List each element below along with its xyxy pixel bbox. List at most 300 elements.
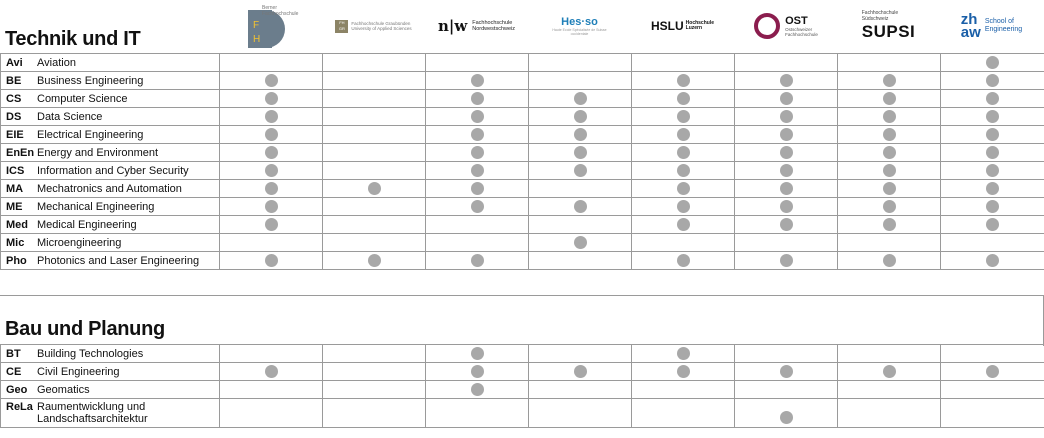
program-label-cell [1,381,220,399]
offer-cell-hslu [632,381,735,399]
offer-cell-hesso [529,381,632,399]
offer-cell-fhnw [426,198,529,216]
offer-cell-zhaw [941,252,1044,270]
offer-cell-ost [735,108,838,126]
ost-ring-icon [753,12,781,40]
table-row [1,345,1044,363]
program-code: Avi [6,56,23,69]
table-row [1,198,1044,216]
offer-cell-fhnw [426,252,529,270]
supsi-logo [837,0,940,52]
offer-cell-ost [735,198,838,216]
offer-cell-zhaw [941,198,1044,216]
fhgr-logo [322,0,425,52]
offer-cell-zhaw [941,54,1044,72]
offered-dot-icon [780,74,793,87]
offered-dot-icon [574,236,587,249]
ost-logo-line: Fachhochschule [785,32,818,37]
program-name: Data Science [37,110,103,123]
program-name: Information and Cyber Security [37,164,189,177]
offer-cell-fhgr [323,144,426,162]
offer-cell-hslu [632,363,735,381]
offer-cell-fhnw [426,162,529,180]
offered-dot-icon [574,110,587,123]
bfh-logo-line: Fachhochschule [262,11,299,17]
hesso-logo-line: Haute Ecole Spécialisée de Suisse occidentale [552,28,607,36]
offer-cell-fhgr [323,345,426,363]
offer-cell-hslu [632,108,735,126]
offer-cell-hesso [529,162,632,180]
program-label-cell [1,54,220,72]
offer-cell-bfh [220,345,323,363]
offer-cell-bfh [220,381,323,399]
offer-cell-ost [735,90,838,108]
offered-dot-icon [677,164,690,177]
offered-dot-icon [780,200,793,213]
offer-cell-hesso [529,126,632,144]
offer-cell-supsi [838,345,941,363]
offered-dot-icon [471,254,484,267]
offer-cell-bfh [220,180,323,198]
offer-cell-supsi [838,90,941,108]
offered-dot-icon [471,110,484,123]
offer-cell-fhgr [323,234,426,252]
offer-cell-fhgr [323,126,426,144]
offer-cell-hesso [529,216,632,234]
offer-cell-zhaw [941,162,1044,180]
program-label-cell [1,252,220,270]
offered-dot-icon [780,92,793,105]
offered-dot-icon [471,365,484,378]
program-code: ME [6,200,23,213]
hslu-logo-mark: HSLU [650,19,684,33]
table-row [1,399,1044,428]
offer-cell-supsi [838,216,941,234]
offered-dot-icon [574,164,587,177]
offered-dot-icon [883,146,896,159]
ost-logo-mark: OST [785,15,808,27]
offered-dot-icon [265,146,278,159]
program-name: Medical Engineering [37,218,137,231]
table-row [1,144,1044,162]
offer-cell-ost [735,252,838,270]
offer-cell-zhaw [941,363,1044,381]
table-row [1,54,1044,72]
offered-dot-icon [986,164,999,177]
offer-cell-bfh [220,399,323,428]
offered-dot-icon [265,365,278,378]
offer-cell-fhnw [426,126,529,144]
fhgr-logo-line: University of Applied Sciences [351,26,412,31]
program-name: Geomatics [37,383,90,396]
fhgr-logo-line: Fachhochschule Graubünden [351,21,411,26]
table-row [1,126,1044,144]
offer-cell-hslu [632,216,735,234]
offered-dot-icon [986,365,999,378]
program-code: Med [6,218,28,231]
offer-cell-hesso [529,363,632,381]
offered-dot-icon [677,92,690,105]
offered-dot-icon [471,200,484,213]
program-label-cell [1,198,220,216]
offer-cell-hesso [529,399,632,428]
offered-dot-icon [986,200,999,213]
offer-cell-supsi [838,399,941,428]
offered-dot-icon [677,182,690,195]
program-label-cell [1,216,220,234]
offer-cell-ost [735,234,838,252]
offered-dot-icon [471,74,484,87]
bfh-logo [219,0,322,52]
offer-cell-fhgr [323,399,426,428]
offered-dot-icon [265,182,278,195]
offer-cell-bfh [220,126,323,144]
program-code: EnEn [6,146,35,159]
offered-dot-icon [986,56,999,69]
offered-dot-icon [780,146,793,159]
offered-dot-icon [574,200,587,213]
offer-cell-fhnw [426,234,529,252]
offered-dot-icon [368,182,381,195]
offered-dot-icon [883,200,896,213]
offer-cell-hslu [632,345,735,363]
offer-cell-supsi [838,144,941,162]
offer-cell-ost [735,381,838,399]
offer-cell-zhaw [941,381,1044,399]
fhnw-logo-line: Nordwestschweiz [472,26,516,32]
offer-cell-hslu [632,144,735,162]
offered-dot-icon [883,365,896,378]
program-label-cell [1,234,220,252]
offered-dot-icon [265,254,278,267]
hesso-logo [528,0,631,52]
offered-dot-icon [780,110,793,123]
offered-dot-icon [471,347,484,360]
offered-dot-icon [986,182,999,195]
program-code: Pho [6,254,27,267]
program-label-cell [1,126,220,144]
hesso-logo-mark: Hes·so [561,16,598,28]
svg-text:H: H [252,34,260,45]
program-table-bau [0,344,1044,428]
program-label-cell [1,345,220,363]
offer-cell-supsi [838,198,941,216]
ost-logo-line: Ostschweizer [785,27,813,32]
offer-cell-hesso [529,54,632,72]
offered-dot-icon [574,92,587,105]
offer-cell-fhnw [426,216,529,234]
offer-cell-supsi [838,54,941,72]
program-name: Civil Engineering [37,365,120,378]
offer-cell-fhnw [426,72,529,90]
offer-cell-hslu [632,399,735,428]
offer-cell-fhgr [323,180,426,198]
program-code: EIE [6,128,24,141]
offered-dot-icon [986,110,999,123]
offered-dot-icon [883,92,896,105]
offer-cell-bfh [220,198,323,216]
offered-dot-icon [780,218,793,231]
offer-cell-fhnw [426,54,529,72]
offer-cell-fhgr [323,90,426,108]
program-code: BE [6,74,22,87]
zhaw-logo-mark: aw [960,24,981,41]
table-row [1,252,1044,270]
offer-cell-zhaw [941,399,1044,428]
fhnw-logo-mark: n|w [437,17,468,35]
offered-dot-icon [574,365,587,378]
table-row [1,72,1044,90]
program-label-cell [1,90,220,108]
table-row [1,90,1044,108]
offer-cell-fhgr [323,72,426,90]
offered-dot-icon [471,92,484,105]
offer-cell-supsi [838,252,941,270]
offer-cell-bfh [220,54,323,72]
offer-cell-fhnw [426,381,529,399]
offered-dot-icon [471,383,484,396]
offer-cell-ost [735,363,838,381]
offered-dot-icon [780,128,793,141]
offer-cell-bfh [220,252,323,270]
program-code: BT [6,347,21,360]
offered-dot-icon [471,164,484,177]
fhnw-logo [425,0,528,52]
program-label-cell [1,162,220,180]
offered-dot-icon [677,110,690,123]
offered-dot-icon [677,128,690,141]
offer-cell-hslu [632,126,735,144]
supsi-logo-line: Südschweiz [861,16,889,22]
offered-dot-icon [265,74,278,87]
offer-cell-hesso [529,234,632,252]
offered-dot-icon [780,164,793,177]
program-code: CE [6,365,22,378]
offer-cell-supsi [838,126,941,144]
offer-cell-hslu [632,162,735,180]
offered-dot-icon [471,128,484,141]
program-label-cell [1,180,220,198]
offer-cell-hslu [632,90,735,108]
offered-dot-icon [265,128,278,141]
offer-cell-ost [735,54,838,72]
hslu-logo-line: Luzern [685,25,703,31]
offer-cell-fhnw [426,363,529,381]
offer-cell-fhnw [426,144,529,162]
offer-cell-supsi [838,381,941,399]
offer-cell-ost [735,345,838,363]
logo-header [0,0,1044,52]
program-name: Raumentwicklung und Landschaftsarchitektur [37,401,148,425]
offer-cell-fhgr [323,252,426,270]
offer-cell-fhnw [426,108,529,126]
offer-cell-hesso [529,72,632,90]
offered-dot-icon [677,365,690,378]
offered-dot-icon [986,146,999,159]
offered-dot-icon [883,218,896,231]
offer-cell-fhgr [323,54,426,72]
program-code: CS [6,92,22,105]
program-name: Mechatronics and Automation [37,182,182,195]
offered-dot-icon [574,146,587,159]
offer-cell-ost [735,216,838,234]
offered-dot-icon [780,365,793,378]
offer-cell-fhgr [323,198,426,216]
program-label-cell [1,144,220,162]
offer-cell-zhaw [941,216,1044,234]
offered-dot-icon [265,92,278,105]
table-row [1,216,1044,234]
offered-dot-icon [883,164,896,177]
offer-cell-zhaw [941,108,1044,126]
offered-dot-icon [265,200,278,213]
supsi-logo-line: Fachhochschule [861,10,899,16]
hslu-logo [631,0,734,52]
zhaw-logo-mark: zh [960,11,978,28]
offer-cell-zhaw [941,144,1044,162]
offered-dot-icon [986,128,999,141]
offered-dot-icon [986,92,999,105]
offer-cell-supsi [838,363,941,381]
ost-logo [734,0,837,52]
offer-cell-bfh [220,363,323,381]
bfh-logo-line: Berner [262,5,278,11]
offer-cell-zhaw [941,234,1044,252]
program-code: Geo [6,383,28,396]
offered-dot-icon [265,218,278,231]
offer-cell-zhaw [941,126,1044,144]
offered-dot-icon [883,110,896,123]
program-label-cell [1,108,220,126]
offer-cell-ost [735,162,838,180]
offer-cell-hslu [632,54,735,72]
program-code: MA [6,182,24,195]
offered-dot-icon [883,74,896,87]
table-row [1,180,1044,198]
program-name: Aviation [37,56,76,69]
program-name: Building Technologies [37,347,144,360]
table-row [1,363,1044,381]
offer-cell-supsi [838,180,941,198]
offer-cell-fhgr [323,363,426,381]
program-name: Electrical Engineering [37,128,144,141]
offer-cell-fhnw [426,345,529,363]
offered-dot-icon [574,128,587,141]
offer-cell-hesso [529,345,632,363]
svg-text:F: F [252,20,259,31]
offer-cell-ost [735,126,838,144]
offered-dot-icon [265,164,278,177]
offer-cell-hesso [529,198,632,216]
offered-dot-icon [677,200,690,213]
offer-cell-supsi [838,162,941,180]
offered-dot-icon [677,347,690,360]
table-row [1,234,1044,252]
offer-cell-bfh [220,72,323,90]
offer-cell-zhaw [941,345,1044,363]
hslu-logo-line: Hochschule [685,19,714,26]
offered-dot-icon [677,254,690,267]
program-name: Mechanical Engineering [37,200,155,213]
offered-dot-icon [780,254,793,267]
program-code: ReLa [6,401,33,413]
offer-cell-fhnw [426,180,529,198]
offer-cell-fhgr [323,162,426,180]
offer-cell-supsi [838,234,941,252]
program-name: Photonics and Laser Engineering [37,254,200,267]
offer-cell-fhgr [323,108,426,126]
program-label-cell [1,72,220,90]
section-title: Technik und IT [5,28,141,50]
offered-dot-icon [677,146,690,159]
supsi-logo-mark: SUPSI [861,22,916,41]
program-name: Energy and Environment [37,146,159,159]
offered-dot-icon [677,74,690,87]
offer-cell-hslu [632,180,735,198]
offered-dot-icon [471,146,484,159]
table-row [1,162,1044,180]
program-label-cell [1,363,220,381]
offer-cell-supsi [838,108,941,126]
offer-cell-hslu [632,252,735,270]
zhaw-logo-line: Engineering [984,26,1023,33]
program-table-technik [0,53,1044,270]
program-code: DS [6,110,22,123]
offer-cell-hslu [632,72,735,90]
program-code: ICS [6,164,25,177]
offer-cell-supsi [838,72,941,90]
offered-dot-icon [883,182,896,195]
offered-dot-icon [986,74,999,87]
zhaw-logo [940,0,1043,52]
offer-cell-zhaw [941,180,1044,198]
offer-cell-fhgr [323,381,426,399]
offered-dot-icon [986,218,999,231]
offer-cell-hesso [529,90,632,108]
offered-dot-icon [780,182,793,195]
offer-cell-hesso [529,144,632,162]
zhaw-logo-line: School of [984,18,1014,25]
program-name: Computer Science [37,92,128,105]
offer-cell-zhaw [941,90,1044,108]
fhgr-logo-mark: FH GR [335,20,348,33]
offered-dot-icon [368,254,381,267]
offer-cell-hslu [632,198,735,216]
offer-cell-ost [735,144,838,162]
offer-cell-bfh [220,234,323,252]
offer-cell-zhaw [941,72,1044,90]
program-label-cell [1,399,220,428]
offer-cell-hslu [632,234,735,252]
table-row [1,108,1044,126]
fhnw-logo-line: Fachhochschule [472,20,513,26]
offered-dot-icon [471,182,484,195]
offer-cell-hesso [529,252,632,270]
offer-cell-fhnw [426,399,529,428]
offer-cell-bfh [220,144,323,162]
offer-cell-bfh [220,108,323,126]
offered-dot-icon [265,110,278,123]
offered-dot-icon [677,218,690,231]
offered-dot-icon [883,254,896,267]
offer-cell-bfh [220,162,323,180]
offer-cell-hesso [529,180,632,198]
offer-cell-fhgr [323,216,426,234]
offered-dot-icon [986,254,999,267]
offer-cell-fhnw [426,90,529,108]
offer-cell-hesso [529,108,632,126]
offer-cell-ost [735,180,838,198]
